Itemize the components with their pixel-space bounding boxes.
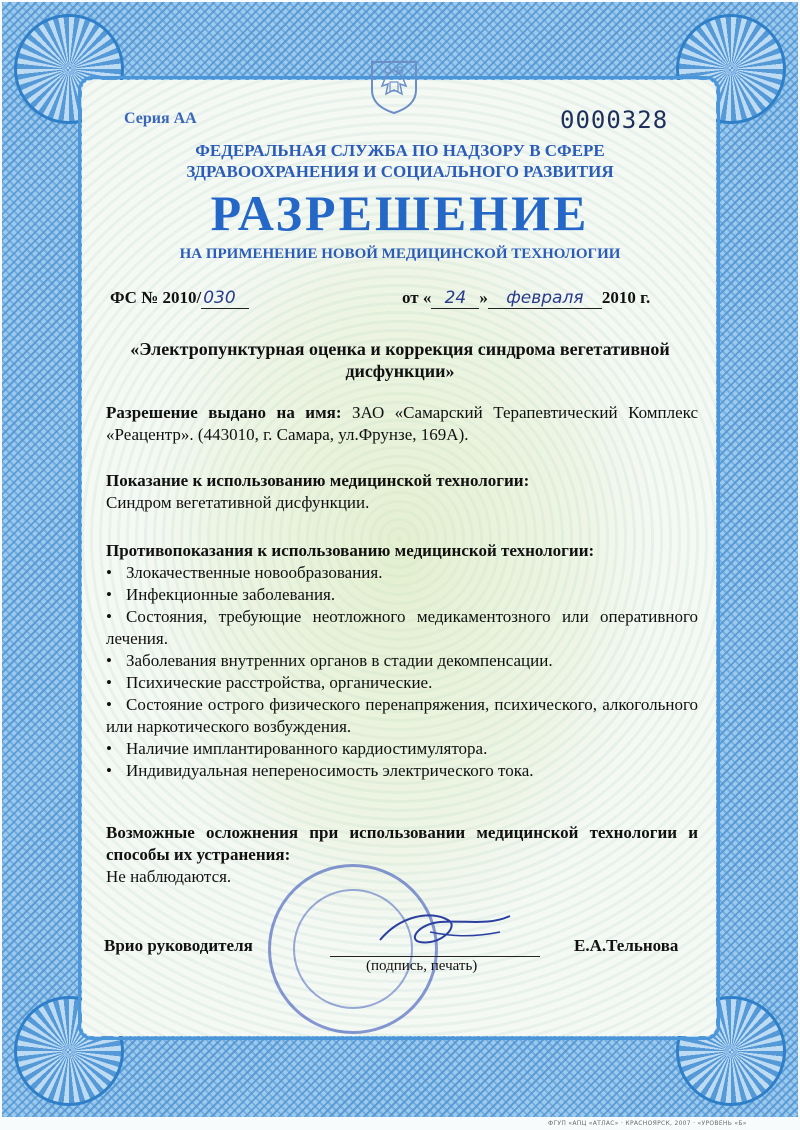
issued-to-label: Разрешение выдано на имя:: [106, 403, 342, 422]
list-item-text: Злокачественные новообразования.: [126, 563, 383, 582]
signature-caption: (подпись, печать): [366, 958, 478, 974]
registration-number: [110, 288, 249, 309]
technology-name: «Электропунктурная оценка и коррекция синдрома вегетативной дисфункции»: [130, 339, 670, 381]
contraindications-list: [106, 562, 698, 782]
list-item: • Психические расстройства, органические.: [106, 673, 433, 692]
date-prefix: от «: [402, 288, 432, 307]
agency-line: ФЕДЕРАЛЬНАЯ СЛУЖБА ПО НАДЗОРУ В СФЕРЕ: [195, 141, 605, 160]
registration-date: [402, 288, 650, 309]
agency-name: [90, 140, 710, 182]
list-item: • Злокачественные новообразования.: [106, 563, 383, 582]
signature-icon: [370, 906, 520, 954]
list-item: • Заболевания внутренних органов в стадии декомпенсации.: [106, 651, 553, 670]
list-item-text: Состояние острого физического перенапряжения, психического, алкогольного или наркотического возбуждения.: [106, 695, 698, 736]
indication-label: Показание к использованию медицинской технологии:: [106, 471, 530, 490]
list-item-text: Психические расстройства, органические.: [126, 673, 433, 692]
document-title: РАЗРЕШЕНИЕ: [210, 185, 590, 241]
series-label: Серия АА: [124, 110, 197, 127]
list-item-text: Состояния, требующие неотложного медикаментозного или оперативного лечения.: [106, 607, 698, 648]
handwritten-month: февраля: [488, 288, 602, 309]
date-mid: »: [479, 288, 488, 307]
signer-position: Врио руководителя: [104, 936, 253, 955]
handwritten-number: 030: [201, 288, 249, 309]
contraindications-label: Противопоказания к использованию медицинской технологии:: [106, 541, 595, 560]
handwritten-day: 24: [431, 288, 479, 309]
list-item-text: Заболевания внутренних органов в стадии декомпенсации.: [126, 651, 553, 670]
contraindications-section: [106, 540, 698, 782]
issued-to-value: ЗАО «Самарский Терапевтический Комплекс «Реацентр». (443010, г. Самара, ул.Фрунзе, 169А).: [106, 403, 699, 444]
complications-section: [106, 822, 698, 888]
document-number: 0000328: [560, 106, 669, 134]
list-item-text: Индивидуальная непереносимость электрического тока.: [126, 761, 534, 780]
list-item-text: Инфекционные заболевания.: [126, 585, 336, 604]
coat-of-arms-icon: [364, 56, 424, 116]
list-item: • Индивидуальная непереносимость электрического тока.: [106, 761, 534, 780]
document-subtitle: НА ПРИМЕНЕНИЕ НОВОЙ МЕДИЦИНСКОЙ ТЕХНОЛОГИИ: [179, 246, 621, 262]
issued-to-section: [106, 402, 698, 446]
complications-label: Возможные осложнения при использовании медицинской технологии и способы их устранения:: [106, 823, 698, 864]
signature-line: [330, 956, 540, 957]
signer-name: Е.А.Тельнова: [574, 936, 679, 955]
registration-prefix: ФС № 2010/: [110, 288, 202, 307]
list-item: • Инфекционные заболевания.: [106, 585, 336, 604]
agency-line: ЗДРАВООХРАНЕНИЯ И СОЦИАЛЬНОГО РАЗВИТИЯ: [186, 162, 614, 181]
indication-value: Синдром вегетативной дисфункции.: [106, 493, 370, 512]
date-year: 2010 г.: [601, 288, 651, 307]
printer-imprint: ФГУП «АПЦ «АТЛАС» · КРАСНОЯРСК, 2007 · «УРОВЕНЬ «Б»: [548, 1120, 747, 1127]
list-item: • Наличие имплантированного кардиостимулятора.: [106, 739, 488, 758]
list-item-text: Наличие имплантированного кардиостимулятора.: [126, 739, 488, 758]
list-item: • Состояние острого физического перенапряжения, психического, алкогольного или наркотического возбуждения.: [106, 695, 698, 736]
indication-section: [106, 470, 698, 514]
complications-value: Не наблюдаются.: [106, 867, 232, 886]
list-item: • Состояния, требующие неотложного медикаментозного или оперативного лечения.: [106, 607, 698, 648]
